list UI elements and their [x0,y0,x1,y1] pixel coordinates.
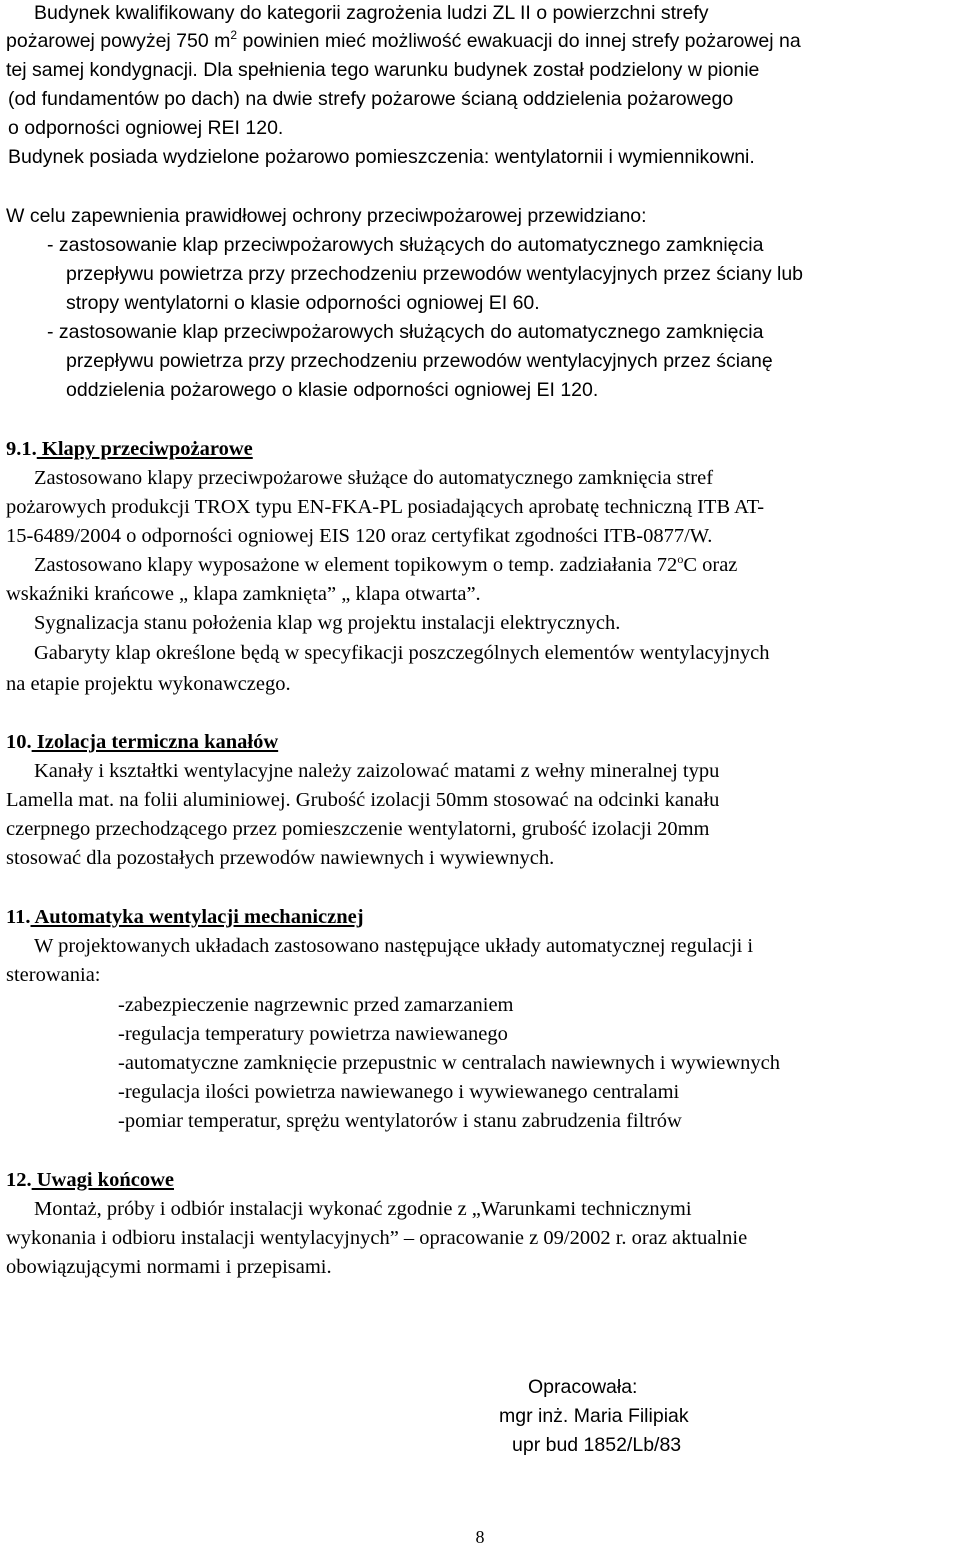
fire-zone-line: Budynek posiada wydzielone pożarowo pomieszczenia: wentylatornii i wymiennikowni. [8,146,755,168]
paragraph-line: Gabaryty klap określone będą w specyfikacji poszczególnych elementów wentylacyjnych [34,642,770,664]
superscript: o [677,552,684,566]
fire-zone-line: (od fundamentów po dach) na dwie strefy pożarowe ścianą oddzielenia pożarowego [8,88,734,110]
paragraph-line: Sygnalizacja stanu położenia klap wg projektu instalacji elektrycznych. [34,612,621,634]
fire-zone-text: powinien mieć możliwość ewakuacji do innej strefy pożarowej na [237,30,801,52]
paragraph-text: Zastosowano klapy wyposażone w element topikowym o temp. zadziałania 72 [34,554,678,576]
paragraph-line: wskaźniki krańcowe „ klapa zamknięta” „ klapa otwarta”. [6,583,481,605]
list-item: -regulacja ilości powietrza nawiewanego i wywiewanego centralami [118,1081,680,1103]
fire-zone-line: Budynek kwalifikowany do kategorii zagrożenia ludzi ZL II o powierzchni strefy [34,2,709,24]
fire-zone-line [6,28,801,54]
signature-license: upr bud 1852/Lb/83 [512,1434,682,1456]
section-heading-12 [6,1167,174,1193]
section-number: 12. [6,1169,32,1191]
paragraph-line: wykonania i odbioru instalacji wentylacyjnych” – opracowanie z 09/2002 r. oraz aktualnie [6,1227,748,1249]
section-title: Automatyka wentylacji mechanicznej [30,906,364,928]
paragraph-line: Kanały i kształtki wentylacyjne należy zaizolować matami z wełny mineralnej typu [34,760,720,782]
paragraph-line: Montaż, próby i odbiór instalacji wykonać zgodnie z „Warunkami technicznymi [34,1198,692,1220]
paragraph-line: Lamella mat. na folii aluminiowej. Grubość izolacji 50mm stosować na odcinki kanału [6,789,720,811]
protection-item-line: przepływu powietrza przy przechodzeniu przewodów wentylacyjnych przez ściany lub [66,263,804,285]
section-heading-9-1 [6,436,253,462]
section-heading-11 [6,904,364,930]
paragraph-text: C oraz [683,554,738,576]
paragraph-line: W projektowanych układach zastosowano następujące układy automatycznej regulacji i [34,935,754,957]
section-number: 11. [6,906,31,928]
protection-intro: W celu zapewnienia prawidłowej ochrony przeciwpożarowej przewidziano: [6,205,647,227]
fire-zone-line: tej samej kondygnacji. Dla spełnienia tego warunku budynek został podzielony w pionie [6,59,760,81]
protection-item-line: - zastosowanie klap przeciwpożarowych służących do automatycznego zamknięcia [47,321,764,343]
protection-item-line: oddzielenia pożarowego o klasie odporności ogniowej EI 120. [66,379,599,401]
section-title: Izolacja termiczna kanałów [31,731,279,753]
paragraph-line: obowiązującymi normami i przepisami. [6,1256,332,1278]
paragraph-line: czerpnego przechodzącego przez pomieszczenie wentylatorni, grubość izolacji 20mm [6,818,710,840]
protection-item-line: przepływu powietrza przy przechodzeniu przewodów wentylacyjnych przez ścianę [66,350,773,372]
signature-label: Opracowała: [528,1376,638,1398]
paragraph-line: Zastosowano klapy przeciwpożarowe służące do automatycznego zamknięcia stref [34,467,714,489]
protection-item-line: - zastosowanie klap przeciwpożarowych służących do automatycznego zamknięcia [47,234,764,256]
section-title: Uwagi końcowe [31,1169,174,1191]
list-item: -zabezpieczenie nagrzewnic przed zamarzaniem [118,994,514,1016]
list-item: -pomiar temperatur, sprężu wentylatorów i stanu zabrudzenia filtrów [118,1110,682,1132]
paragraph-line: pożarowych produkcji TROX typu EN-FKA-PL posiadających aprobatę techniczną ITB AT- [6,496,765,518]
paragraph-line: sterowania: [6,964,101,986]
page-number: 8 [475,1527,485,1547]
section-heading-10 [6,729,278,755]
superscript: 2 [230,28,238,42]
list-item: -regulacja temperatury powietrza nawiewanego [118,1023,508,1045]
fire-zone-line: o odporności ogniowej REI 120. [8,117,284,139]
paragraph-line: 15-6489/2004 o odporności ogniowej EIS 120 oraz certyfikat zgodności ITB-0877/W. [6,525,713,547]
protection-item-line: stropy wentylatorni o klasie odporności ogniowej EI 60. [66,292,540,314]
section-number: 9.1. [6,438,37,460]
signature-name: mgr inż. Maria Filipiak [499,1405,689,1427]
list-item: -automatyczne zamknięcie przepustnic w centralach nawiewnych i wywiewnych [118,1052,780,1074]
paragraph-line: na etapie projektu wykonawczego. [6,673,291,695]
paragraph-line [34,552,737,578]
section-number: 10. [6,731,32,753]
fire-zone-text: pożarowej powyżej 750 m [6,30,231,52]
paragraph-line: stosować dla pozostałych przewodów nawiewnych i wywiewnych. [6,847,555,869]
section-title: Klapy przeciwpożarowe [36,438,253,460]
